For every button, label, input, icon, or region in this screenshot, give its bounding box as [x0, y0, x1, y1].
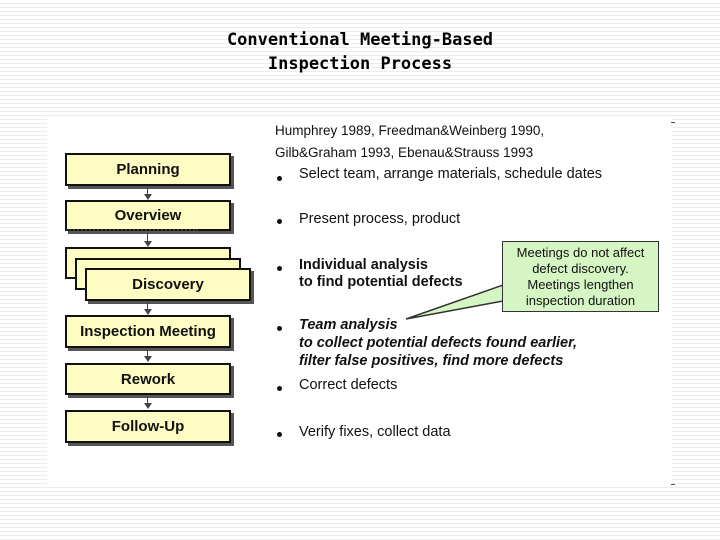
title-line-2: Inspection Process — [267, 54, 453, 74]
bullet-dot — [277, 432, 282, 437]
dotted-separator — [66, 229, 198, 231]
step-rework — [65, 363, 231, 395]
step-label: Follow-Up — [111, 418, 185, 435]
panel-edge-mark — [671, 122, 675, 123]
step-label: Planning — [116, 161, 180, 178]
callout-line-3: Meetings lengthen — [527, 277, 634, 292]
flow-arrowhead — [144, 356, 152, 362]
bullet-dot — [277, 386, 282, 391]
step-overview — [65, 200, 231, 231]
reference-line-1: Humphrey 1989, Freedman&Weinberg 1990, — [275, 123, 545, 138]
bullet-dot — [277, 266, 282, 271]
bullet-planning: Select team, arrange materials, schedule dates — [299, 166, 603, 182]
bullet-dot — [277, 176, 282, 181]
step-label: Overview — [114, 207, 182, 224]
step-inspection-meeting — [65, 315, 231, 348]
panel-edge-mark — [671, 484, 675, 485]
bullet-overview: Present process, product — [299, 211, 461, 227]
callout-line-1: Meetings do not affect — [516, 245, 645, 260]
bullet-meeting-line-1: Team analysis — [299, 317, 398, 333]
bullet-dot — [277, 326, 282, 331]
bullet-meeting-line-3: filter false positives, find more defects — [299, 353, 564, 369]
step-discovery — [85, 268, 251, 301]
callout-note — [502, 241, 659, 312]
bullet-rework: Correct defects — [299, 377, 398, 393]
flow-arrowhead — [144, 403, 152, 409]
step-label: Discovery — [132, 276, 204, 293]
callout-pointer — [404, 263, 504, 323]
bullet-meeting-line-2: to collect potential defects found earlier, — [299, 335, 577, 351]
slide-title — [0, 28, 720, 76]
step-label: Rework — [120, 370, 176, 388]
step-follow-up — [65, 410, 231, 443]
reference-line-2: Gilb&Graham 1993, Ebenau&Strauss 1993 — [275, 145, 534, 160]
step-label: Inspection Meeting — [80, 323, 216, 340]
bullet-dot — [277, 219, 282, 224]
title-line-1: Conventional Meeting-Based — [226, 30, 494, 50]
bullet-discovery-line-1: Individual analysis — [299, 257, 428, 273]
step-planning — [65, 153, 231, 186]
callout-line-4: inspection duration — [525, 293, 636, 308]
callout-line-2: defect discovery. — [532, 261, 629, 276]
bullet-followup: Verify fixes, collect data — [299, 424, 451, 440]
bullet-discovery-line-2: to find potential defects — [299, 274, 463, 290]
